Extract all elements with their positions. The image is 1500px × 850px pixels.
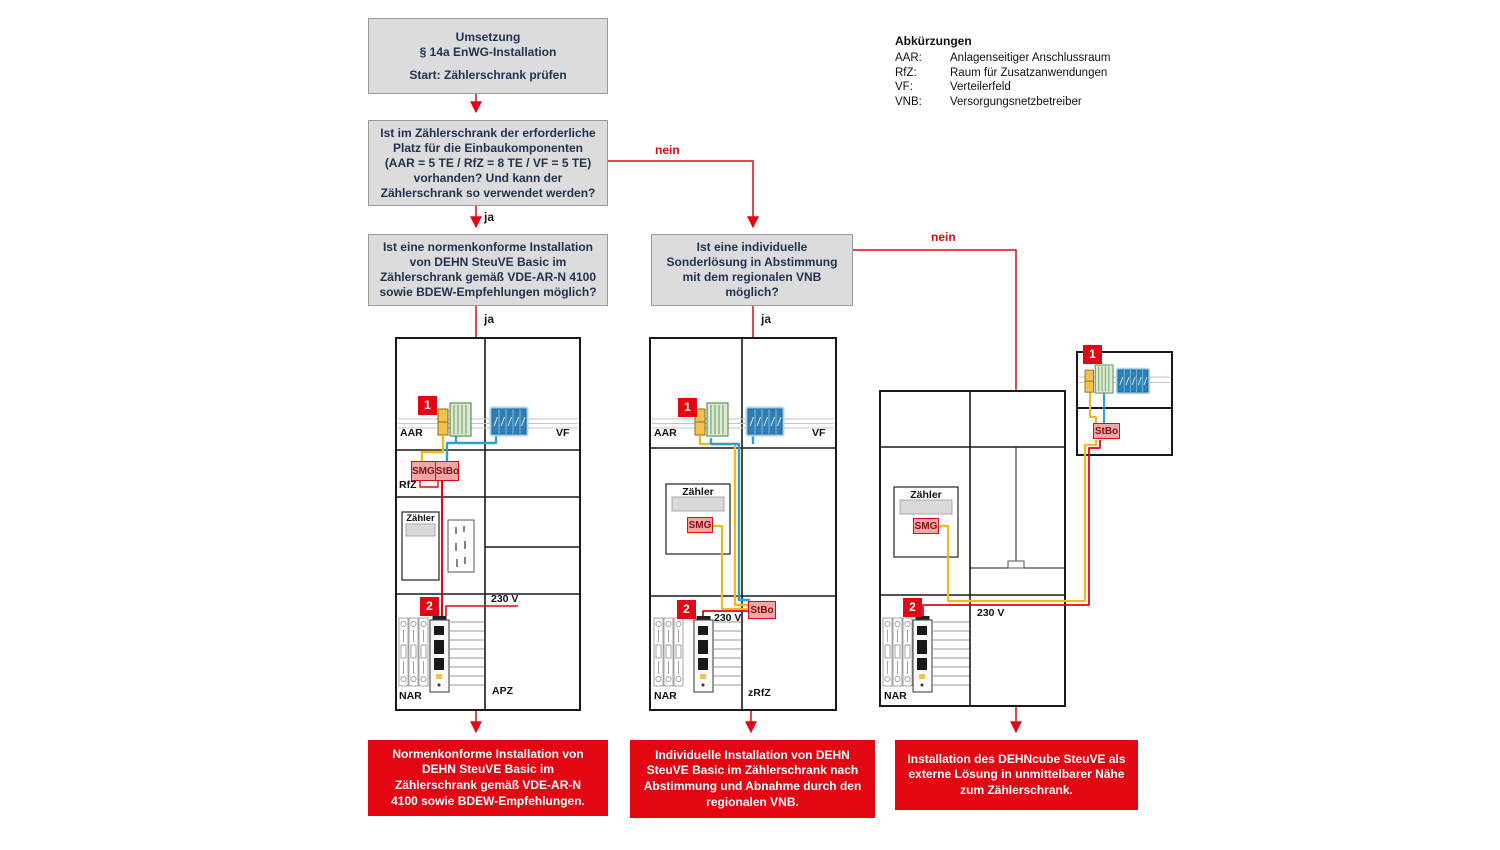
- smg-label: SMG: [687, 517, 713, 533]
- vf-label: VF: [812, 427, 826, 439]
- start-subtitle: Start: Zählerschrank prüfen: [409, 67, 567, 82]
- cabinet-outlines: [396, 338, 1172, 710]
- edge-label-ja-2: ja: [484, 312, 495, 326]
- step-badge-1: 1: [678, 398, 697, 417]
- abbreviation-meaning: Versorgungsnetzbetreiber: [950, 95, 1082, 108]
- smg-stbo-box: [411, 461, 459, 481]
- meter-label: Zähler: [910, 489, 942, 501]
- question-individual-box: [651, 234, 853, 306]
- question-norm-text: Ist eine normenkonforme Installation von DEHN SteuVE Basic im Zählerschrank gemäß VDE-AR-N 4100 sowie BDEW-Empfehlungen möglich?: [379, 240, 597, 299]
- start-box: [368, 18, 608, 94]
- start-title-line2: § 14a EnWG-Installation: [419, 44, 557, 59]
- result-normconform-text: Normenkonforme Installation von DEHN SteuVE Basic im Zählerschrank gemäß VDE-AR-N 4100 sowie BDEW-Empfehlungen.: [391, 746, 585, 808]
- stbo-label: StBo: [1093, 423, 1120, 439]
- nar-label: NAR: [884, 690, 907, 702]
- abbreviation-meaning: Anlagenseitiger Anschlussraum: [950, 52, 1111, 64]
- stbo-label: StBo: [748, 601, 776, 619]
- stbo-label: StBo: [435, 465, 460, 477]
- nar-label: NAR: [654, 690, 677, 702]
- abbreviation-row: [895, 95, 1195, 110]
- question-individual-text: Ist eine individuelle Sonderlösung in Abstimmung mit dem regionalen VNB möglich?: [666, 240, 838, 299]
- start-title-line1: Umsetzung: [455, 29, 521, 44]
- result-individual-text: Individuelle Installation von DEHN SteuVE Basic im Zählerschrank nach Abstimmung und Abnahme durch den regionalen VNB.: [643, 747, 862, 809]
- abbreviation-term: VNB:: [895, 95, 922, 108]
- meter-label: Zähler: [406, 513, 435, 524]
- nar-label: NAR: [399, 690, 422, 702]
- abbreviation-row: [895, 66, 1195, 81]
- question-space-box: [368, 120, 608, 206]
- step-badge-1: 1: [418, 396, 437, 415]
- edge-label-ja-3: ja: [761, 312, 772, 326]
- edge-label-nein-2: nein: [931, 230, 956, 244]
- voltage-label: 230 V: [714, 612, 742, 624]
- edge-label-nein-1: nein: [655, 143, 680, 157]
- step-badge-2: 2: [677, 600, 696, 619]
- aar-label: AAR: [654, 427, 677, 439]
- apz-label: APZ: [492, 685, 513, 697]
- meter-label: Zähler: [682, 486, 714, 498]
- abbreviation-meaning: Verteilerfeld: [950, 81, 1011, 93]
- result-individual-box: [630, 740, 875, 818]
- question-space-text: Ist im Zählerschrank der erforderliche Platz für die Einbaukomponenten (AAR = 5 TE / RfZ = 8 TE / VF = 5 TE) vorhanden? Und kann der Zählerschrank so verwendet werden?: [380, 125, 596, 200]
- abbreviation-term: RfZ:: [895, 66, 917, 79]
- abbreviation-term: AAR:: [895, 52, 922, 64]
- zrfz-label: zRfZ: [748, 687, 771, 699]
- result-external-box: [895, 740, 1138, 810]
- result-external-text: Installation des DEHNcube SteuVE als externe Lösung in unmittelbarer Nähe zum Zählerschrank.: [907, 751, 1126, 797]
- voltage-label: 230 V: [977, 607, 1005, 619]
- aar-label: AAR: [400, 427, 423, 439]
- question-norm-box: [368, 234, 608, 306]
- abbreviations-legend: [895, 34, 1195, 109]
- abbreviation-meaning: Raum für Zusatzanwendungen: [950, 66, 1108, 79]
- vf-label: VF: [556, 427, 570, 439]
- voltage-label: 230 V: [491, 593, 519, 605]
- abbreviations-title: Abkürzungen: [895, 34, 972, 48]
- step-badge-2: 2: [903, 598, 922, 617]
- abbreviation-term: VF:: [895, 81, 913, 93]
- abbreviation-row: [895, 51, 1195, 66]
- abbreviation-row: [895, 80, 1195, 95]
- step-badge-1: 1: [1083, 345, 1102, 364]
- edge-label-ja-1: ja: [484, 210, 495, 224]
- mounting-bracket-icon: [1008, 561, 1024, 568]
- smg-label: SMG: [412, 462, 436, 480]
- rfz-label: RfZ: [399, 479, 417, 491]
- result-normconform-box: [368, 740, 608, 816]
- step-badge-2: 2: [420, 597, 439, 616]
- smg-label: SMG: [913, 518, 939, 534]
